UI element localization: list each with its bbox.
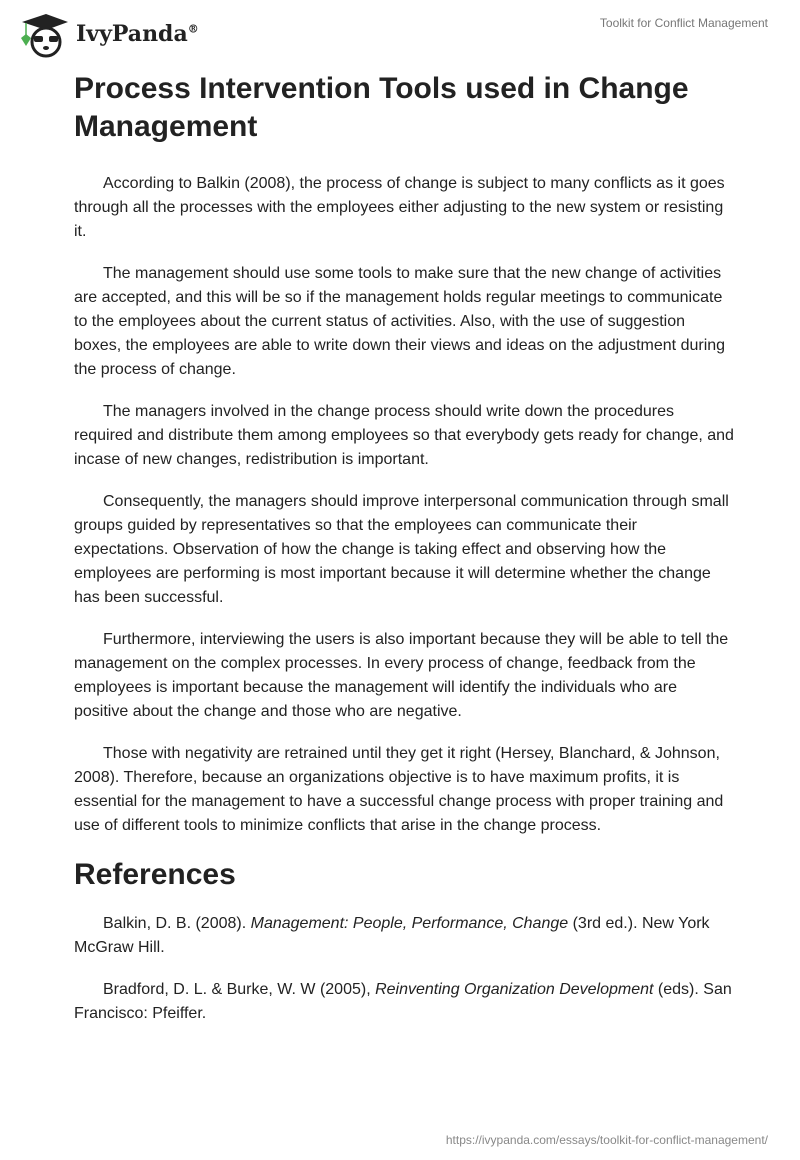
references-heading: References: [74, 858, 236, 891]
paragraph: The managers involved in the change process should write down the procedures required and distribute them among employees so that everybody gets ready for change, and incase of new changes, redistribution is important.: [74, 403, 734, 468]
reference-item: Balkin, D. B. (2008). Management: People, Performance, Change (3rd ed.). New York McGraw Hill.: [74, 915, 710, 956]
essay-body: [74, 172, 734, 1044]
brand-name: IvyPanda®: [76, 21, 199, 47]
document-title: Toolkit for Conflict Management: [599, 16, 768, 30]
page-title: Process Intervention Tools used in Change Management: [74, 72, 689, 143]
reference-item: Bradford, D. L. & Burke, W. W (2005), Reinventing Organization Development (eds). San Francisco: Pfeiffer.: [74, 981, 732, 1022]
panda-graduate-icon: [18, 10, 70, 58]
ivypanda-logo[interactable]: [18, 10, 199, 58]
paragraph: The management should use some tools to make sure that the new change of activities are accepted, and this will be so if the management holds regular meetings to communicate to the employees about the current status of activities. Also, with the use of suggestion boxes, the employees are able to write down their views and ideas on the adjustment during the process of change.: [74, 265, 726, 378]
paragraph: Those with negativity are retrained until they get it right (Hersey, Blanchard, & Johnson, 2008). Therefore, because an organizations objective is to have maximum profits, it is essential for the management to have a successful change process with proper training and use of different tools to minimize conflicts that arise in the change process.: [74, 745, 724, 834]
paragraph: Consequently, the managers should improve interpersonal communication through small groups guided by representatives so that the employees can communicate their expectations. Observation of how the change is taking effect and observing how the employees are performing is most important because it will determine whether the change has been successful.: [74, 493, 729, 606]
paragraph: According to Balkin (2008), the process of change is subject to many conflicts as it goes through all the processes with the employees either adjusting to the new system or resisting it.: [74, 175, 725, 240]
paragraph: Furthermore, interviewing the users is also important because they will be able to tell the management on the complex processes. In every process of change, feedback from the employees is important because the management will identify the individuals who are positive about the change and those who are negative.: [74, 631, 729, 720]
footer-url[interactable]: https://ivypanda.com/essays/toolkit-for-conflict-management/: [445, 1133, 768, 1147]
